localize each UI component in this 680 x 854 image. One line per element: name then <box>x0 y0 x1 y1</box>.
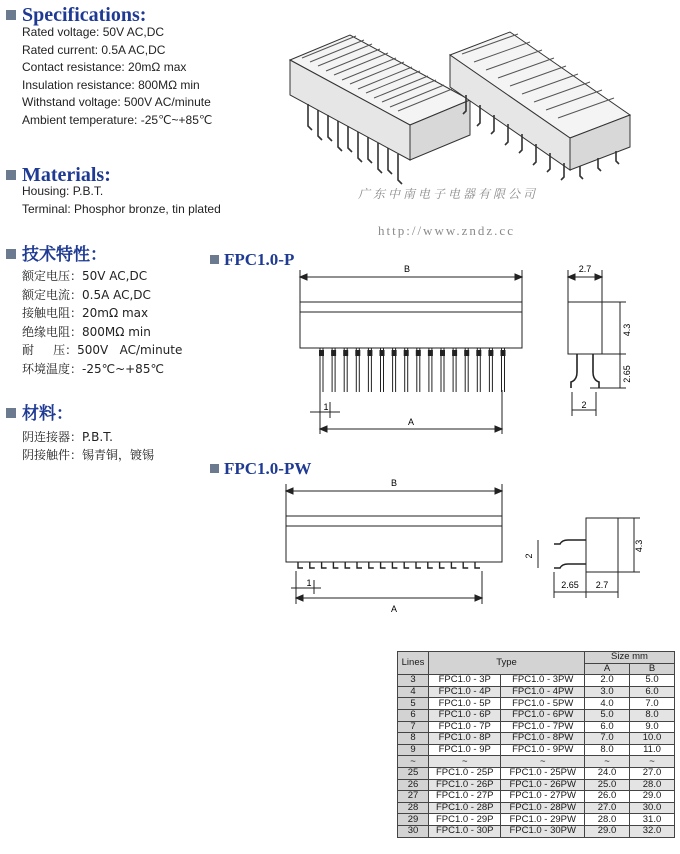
label-lead: 2.65 <box>622 365 632 383</box>
square-bullet-icon <box>6 408 16 418</box>
pin <box>428 562 433 568</box>
table-cell-pw: FPC1.0 - 26PW <box>501 779 585 791</box>
pin-shoulder <box>319 350 324 356</box>
table-cell-lines: 7 <box>398 721 429 733</box>
table-row <box>398 733 675 745</box>
table-cell-p: FPC1.0 - 25P <box>429 767 501 779</box>
figure-title-pw: FPC1.0-PW <box>210 459 311 479</box>
table-cell-pw: FPC1.0 - 9PW <box>501 744 585 756</box>
label-height: 4.3 <box>622 323 632 337</box>
table-cell-b: 8.0 <box>630 709 675 721</box>
pin-shoulder <box>452 350 457 356</box>
table-cell-a: 4.0 <box>585 698 630 710</box>
materials-cn-list <box>22 428 154 464</box>
spec-line: Rated voltage: 50V AC,DC <box>22 25 165 39</box>
pin <box>392 562 397 568</box>
material-cn-line: 阴连接器：P.B.T. <box>22 430 113 444</box>
pin <box>475 562 480 568</box>
label-foot: 2 <box>581 400 587 410</box>
pin <box>381 562 386 568</box>
specifications-heading: Specifications: <box>6 5 146 25</box>
table-row <box>398 756 675 768</box>
material-line: Terminal: Phosphor bronze, tin plated <box>22 202 221 216</box>
specs-cn-list <box>22 267 182 379</box>
table-cell-pw: FPC1.0 - 3PW <box>501 675 585 687</box>
table-cell-p: FPC1.0 - 30P <box>429 825 501 837</box>
pin-shoulder <box>440 350 445 356</box>
table-cell-a: 26.0 <box>585 791 630 803</box>
pin <box>369 562 374 568</box>
pin <box>463 562 468 568</box>
table-cell-a: 7.0 <box>585 733 630 745</box>
spec-line: Ambient temperature: -25℃~+85℃ <box>22 112 213 127</box>
table-cell-p: FPC1.0 - 27P <box>429 791 501 803</box>
table-cell-lines: 8 <box>398 733 429 745</box>
figure-title-p: FPC1.0-P <box>210 250 294 270</box>
table-cell-pw: FPC1.0 - 6PW <box>501 709 585 721</box>
table-cell-a: 3.0 <box>585 686 630 698</box>
table-cell-a: ~ <box>585 756 630 768</box>
table-cell-lines: 6 <box>398 709 429 721</box>
material-line: Housing: P.B.T. <box>22 184 104 198</box>
pin-shoulder <box>428 350 433 356</box>
table-cell-lines: 3 <box>398 675 429 687</box>
website-url: http://www.zndz.cc <box>378 223 515 238</box>
table-row <box>398 698 675 710</box>
table-row <box>398 709 675 721</box>
specs-cn-heading: 技术特性： <box>6 245 107 265</box>
connector-body-side <box>568 302 602 354</box>
pin <box>298 562 303 568</box>
pin-shoulder <box>392 350 397 356</box>
pins-front <box>319 348 506 392</box>
pin <box>357 562 362 568</box>
table-cell-pw: FPC1.0 - 4PW <box>501 686 585 698</box>
table-cell-p: FPC1.0 - 8P <box>429 733 501 745</box>
table-cell-a: 6.0 <box>585 721 630 733</box>
table-cell-b: 10.0 <box>630 733 675 745</box>
table-cell-b: 31.0 <box>630 814 675 826</box>
table-cell-p: FPC1.0 - 26P <box>429 779 501 791</box>
connector-illustration-right <box>450 32 630 180</box>
label-b: B <box>403 264 411 274</box>
pin-shoulder <box>331 350 336 356</box>
table-cell-lines: 29 <box>398 814 429 826</box>
square-bullet-icon <box>210 464 219 473</box>
table-row <box>398 721 675 733</box>
label-height: 4.3 <box>634 539 644 553</box>
pin-shoulder <box>367 350 372 356</box>
square-bullet-icon <box>6 10 16 20</box>
pin-shoulder <box>343 350 348 356</box>
spec-line: Rated current: 0.5A AC,DC <box>22 42 166 57</box>
materials-cn-heading: 材料： <box>6 404 73 424</box>
square-bullet-icon <box>6 249 16 259</box>
table-cell-p: ~ <box>429 756 501 768</box>
product-photo <box>280 20 640 190</box>
table-cell-lines: 4 <box>398 686 429 698</box>
label-pitch: 1 <box>323 402 329 412</box>
table-cell-b: 29.0 <box>630 791 675 803</box>
label-pitch: 1 <box>306 578 312 588</box>
label-a: A <box>407 417 415 427</box>
table-cell-a: 24.0 <box>585 767 630 779</box>
label-b: B <box>390 478 398 488</box>
pin <box>440 562 445 568</box>
pin <box>310 562 315 568</box>
table-cell-b: 28.0 <box>630 779 675 791</box>
table-cell-lines: 5 <box>398 698 429 710</box>
col-lines: Lines <box>398 652 429 675</box>
table-cell-lines: 28 <box>398 802 429 814</box>
spec-cn-line: 耐 压：500V AC/minute <box>22 343 183 358</box>
table-cell-p: FPC1.0 - 4P <box>429 686 501 698</box>
col-size: Size mm <box>585 652 675 664</box>
pin <box>345 562 350 568</box>
material-cn-line: 阴接触件：锡青铜，镀锡 <box>22 448 155 462</box>
pin-shoulder <box>355 350 360 356</box>
table-row <box>398 744 675 756</box>
label-foot: 2 <box>524 553 534 559</box>
table-cell-lines: 27 <box>398 791 429 803</box>
table-cell-pw: FPC1.0 - 29PW <box>501 814 585 826</box>
col-type: Type <box>429 652 585 675</box>
pin-shoulder <box>404 350 409 356</box>
connector-illustration-left <box>290 35 470 184</box>
connector-body-front <box>300 302 522 348</box>
table-cell-pw: FPC1.0 - 27PW <box>501 791 585 803</box>
square-bullet-icon <box>210 255 219 264</box>
materials-list <box>22 182 221 218</box>
pin <box>322 562 327 568</box>
table-cell-b: ~ <box>630 756 675 768</box>
table-cell-b: 27.0 <box>630 767 675 779</box>
table-row <box>398 686 675 698</box>
spec-cn-line: 绝缘电阻：800MΩ min <box>22 324 151 339</box>
table-cell-pw: FPC1.0 - 5PW <box>501 698 585 710</box>
spec-line: Insulation resistance: 800MΩ min <box>22 77 200 92</box>
materials-heading: Materials: <box>6 165 111 185</box>
size-table <box>397 651 675 838</box>
table-cell-a: 25.0 <box>585 779 630 791</box>
table-cell-p: FPC1.0 - 7P <box>429 721 501 733</box>
table-cell-lines: 26 <box>398 779 429 791</box>
col-a: A <box>585 663 630 675</box>
spec-cn-line: 环境温度：-25℃~+85℃ <box>22 361 164 376</box>
square-bullet-icon <box>6 170 16 180</box>
table-cell-p: FPC1.0 - 9P <box>429 744 501 756</box>
specifications-list <box>22 24 212 130</box>
table-cell-p: FPC1.0 - 5P <box>429 698 501 710</box>
company-watermark: 广东中南电子电器有限公司 <box>358 187 539 201</box>
table-cell-b: 11.0 <box>630 744 675 756</box>
pin-shoulder <box>380 350 385 356</box>
table-cell-pw: FPC1.0 - 7PW <box>501 721 585 733</box>
table-cell-pw: FPC1.0 - 8PW <box>501 733 585 745</box>
pin <box>333 562 338 568</box>
pin-shoulder <box>416 350 421 356</box>
table-cell-a: 29.0 <box>585 825 630 837</box>
spec-line: Withstand voltage: 500V AC/minute <box>22 95 211 110</box>
table-row <box>398 825 675 837</box>
table-cell-pw: FPC1.0 - 25PW <box>501 767 585 779</box>
table-row <box>398 802 675 814</box>
table-cell-b: 32.0 <box>630 825 675 837</box>
table-row <box>398 767 675 779</box>
pins-front <box>298 562 480 568</box>
pin-shoulder <box>476 350 481 356</box>
table-row <box>398 779 675 791</box>
pin <box>404 562 409 568</box>
table-cell-pw: FPC1.0 - 30PW <box>501 825 585 837</box>
table-cell-pw: FPC1.0 - 28PW <box>501 802 585 814</box>
table-cell-a: 2.0 <box>585 675 630 687</box>
connector-body-side <box>586 518 618 572</box>
table-cell-a: 5.0 <box>585 709 630 721</box>
table-row <box>398 675 675 687</box>
table-cell-p: FPC1.0 - 29P <box>429 814 501 826</box>
table-cell-a: 8.0 <box>585 744 630 756</box>
spec-line: Contact resistance: 20mΩ max <box>22 60 187 75</box>
table-cell-p: FPC1.0 - 6P <box>429 709 501 721</box>
label-width: 2.7 <box>595 580 609 590</box>
pin <box>451 562 456 568</box>
table-cell-p: FPC1.0 - 28P <box>429 802 501 814</box>
table-cell-b: 5.0 <box>630 675 675 687</box>
table-row <box>398 791 675 803</box>
table-cell-lines: 25 <box>398 767 429 779</box>
label-width: 2.7 <box>578 264 592 274</box>
spec-cn-line: 接触电阻：20mΩ max <box>22 306 149 321</box>
label-lead: 2.65 <box>561 580 579 590</box>
spec-cn-line: 额定电压：50V AC,DC <box>22 269 148 283</box>
pin-shoulder <box>501 350 506 356</box>
spec-cn-line: 额定电流：0.5A AC,DC <box>22 287 151 302</box>
table-row <box>398 814 675 826</box>
table-cell-lines: ~ <box>398 756 429 768</box>
drawing-fpc-p <box>290 262 650 442</box>
table-cell-lines: 30 <box>398 825 429 837</box>
table-cell-p: FPC1.0 - 3P <box>429 675 501 687</box>
table-cell-b: 9.0 <box>630 721 675 733</box>
pin-shoulder <box>464 350 469 356</box>
label-a: A <box>390 604 398 614</box>
table-cell-a: 27.0 <box>585 802 630 814</box>
table-cell-pw: ~ <box>501 756 585 768</box>
pin-shoulder <box>488 350 493 356</box>
table-cell-lines: 9 <box>398 744 429 756</box>
col-b: B <box>630 663 675 675</box>
pin <box>416 562 421 568</box>
table-cell-a: 28.0 <box>585 814 630 826</box>
connector-body-front <box>286 516 502 562</box>
table-cell-b: 7.0 <box>630 698 675 710</box>
table-cell-b: 30.0 <box>630 802 675 814</box>
table-cell-b: 6.0 <box>630 686 675 698</box>
drawing-fpc-pw <box>276 476 656 621</box>
